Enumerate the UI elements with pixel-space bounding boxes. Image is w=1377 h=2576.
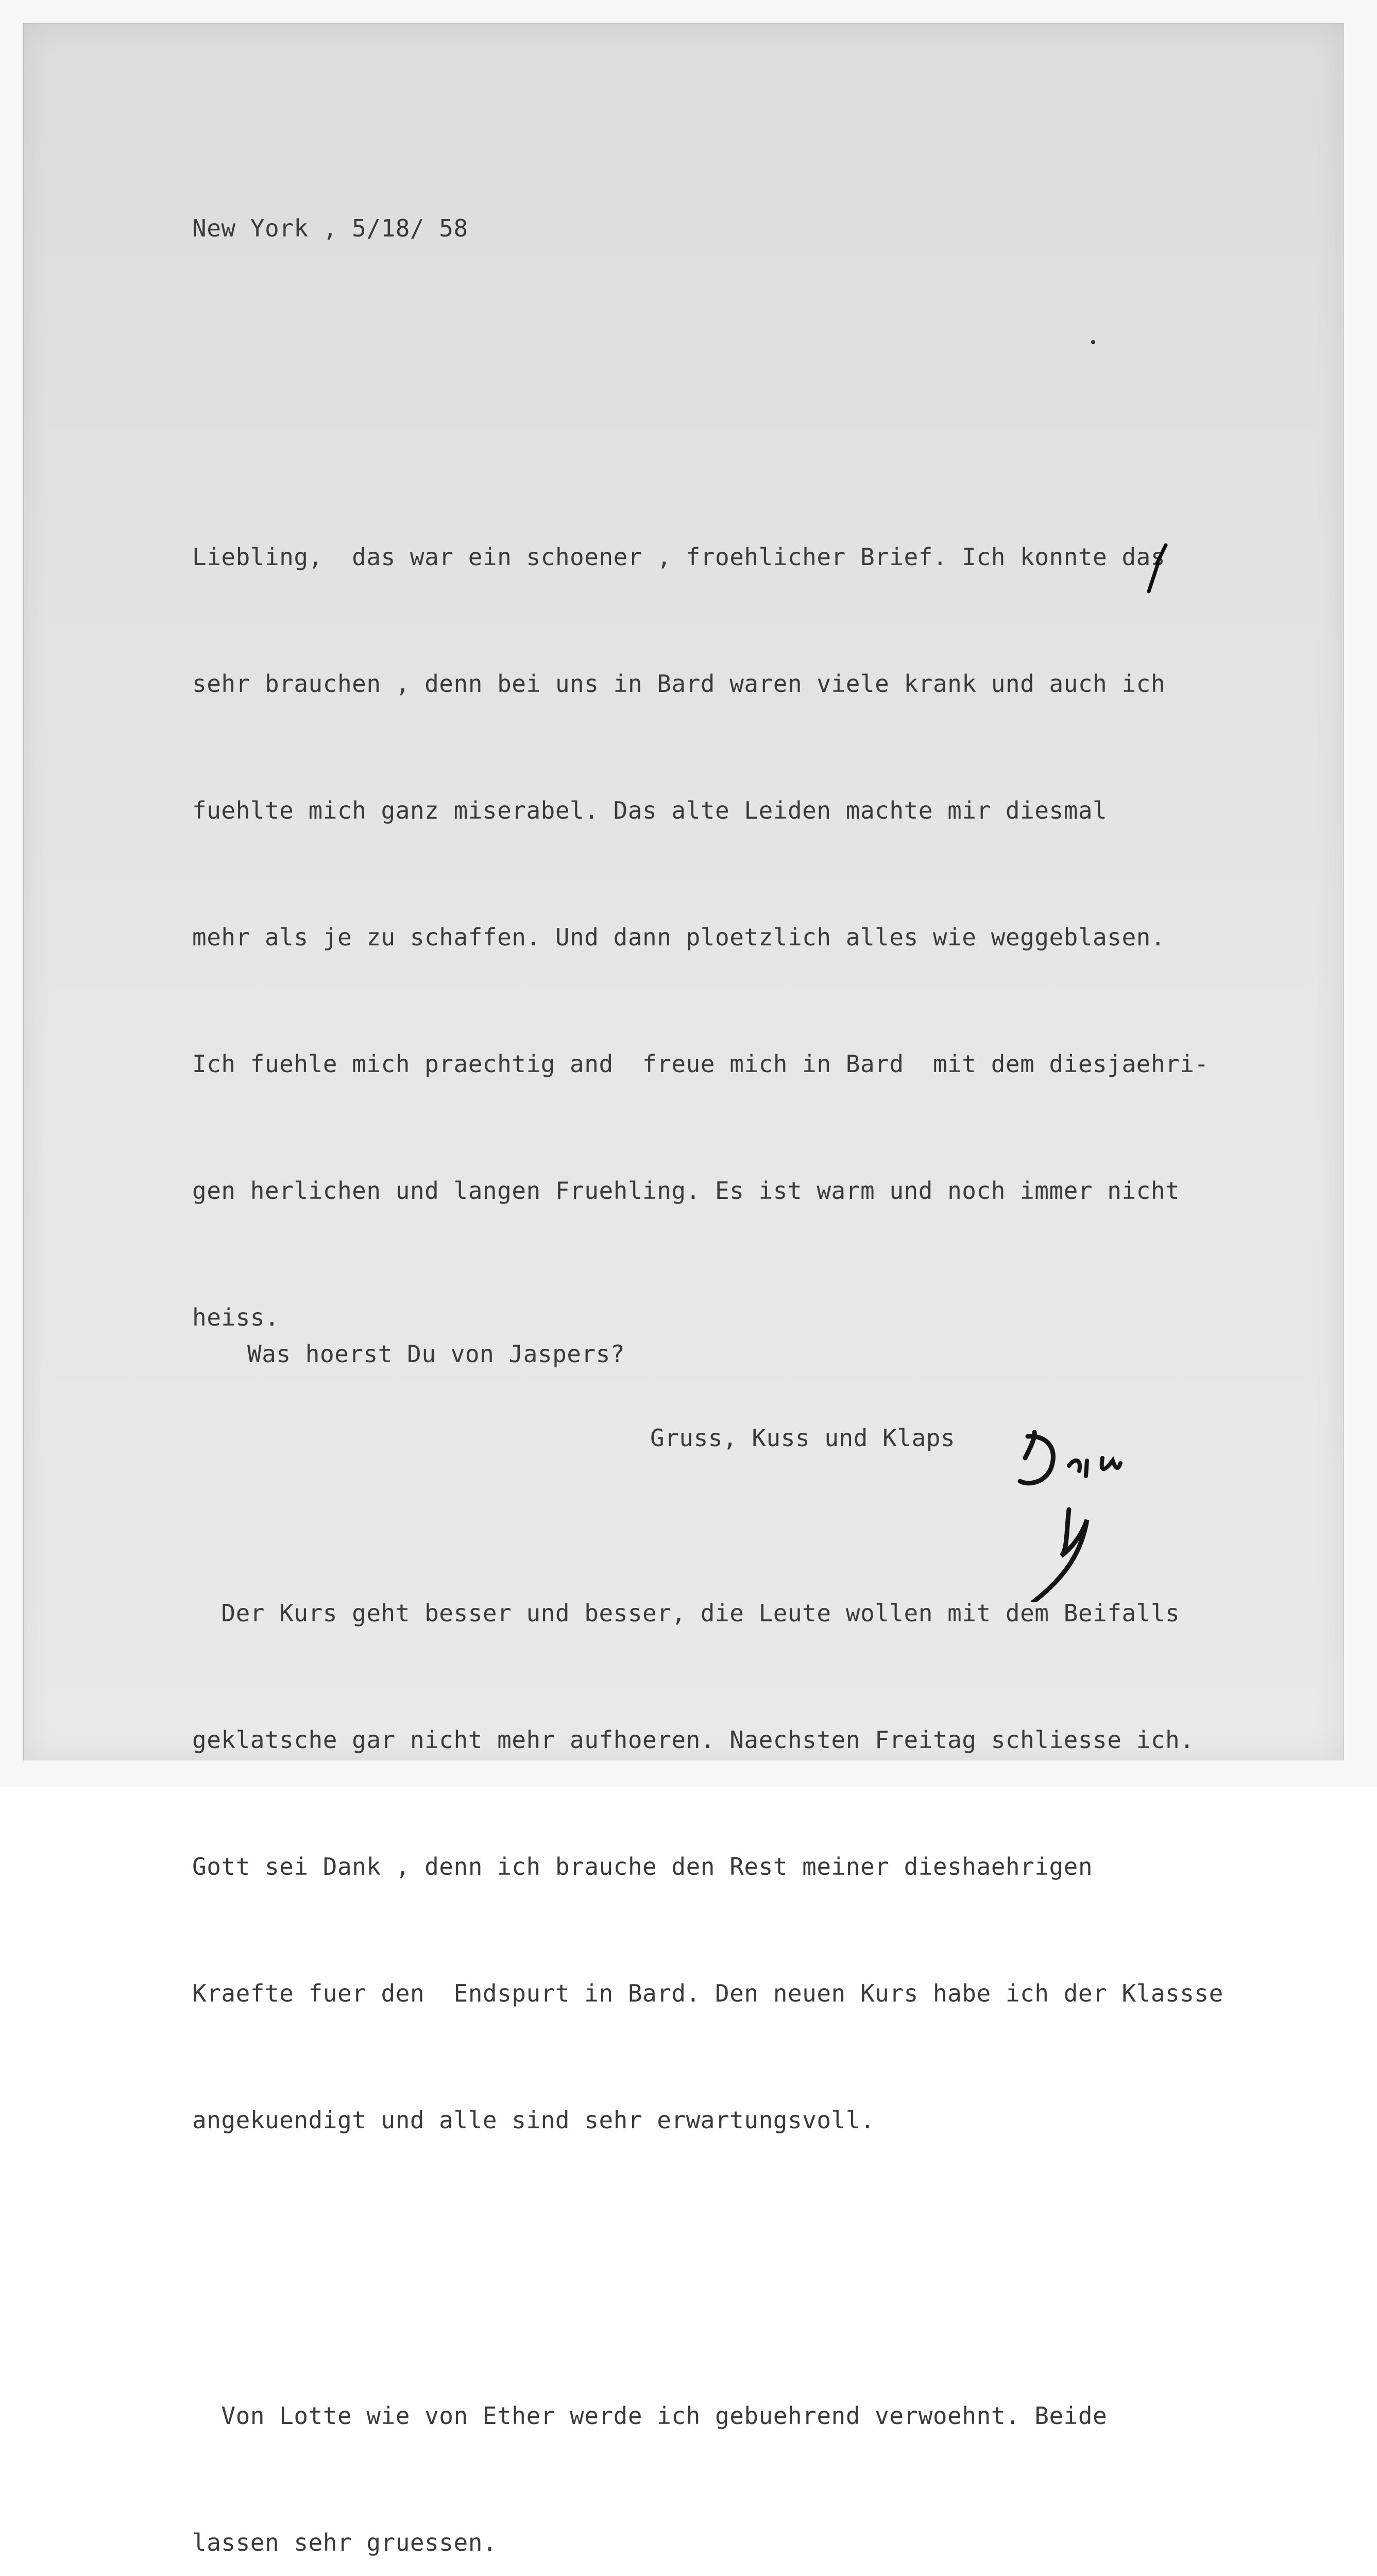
text-line: mehr als je zu schaffen. Und dann ploetzlich alles wie weggeblasen. xyxy=(192,923,1166,951)
dateline: New York , 5/18/ 58 xyxy=(192,214,468,242)
closing-line: Gruss, Kuss und Klaps xyxy=(650,1424,956,1452)
paragraph-3 xyxy=(192,2310,1223,2576)
text-line: Gott sei Dank , denn ich brauche den Rest meiner dieshaehrigen xyxy=(192,1853,1093,1880)
paragraph-2 xyxy=(192,1507,1223,2226)
text-line: Von Lotte wie von Ether werde ich gebuehrend verwoehnt. Beide xyxy=(192,2402,1108,2430)
text-line: Ich fuehle mich praechtig and freue mich in Bard mit dem diesjaehri- xyxy=(192,1050,1209,1078)
ink-dot xyxy=(1091,340,1095,344)
text-line: gen herlichen und langen Fruehling. Es ist warm und noch immer nicht xyxy=(192,1177,1180,1205)
handwritten-correction-mark xyxy=(1143,543,1174,594)
question-line: Was hoerst Du von Jaspers? xyxy=(247,1340,625,1368)
text-line: angekuendigt und alle sind sehr erwartungsvoll. xyxy=(192,2106,875,2134)
text-line: lassen sehr gruessen. xyxy=(192,2529,498,2556)
text-line: heiss. xyxy=(192,1303,280,1331)
paragraph-1 xyxy=(192,451,1223,1423)
text-line: Der Kurs geht besser und besser, die Leute wollen mit dem Beifalls xyxy=(192,1599,1180,1627)
text-line: sehr brauchen , denn bei uns in Bard waren viele krank und auch ich xyxy=(192,670,1166,698)
text-line: Liebling, das war ein schoener , froehlicher Brief. Ich konnte das xyxy=(192,543,1166,571)
text-line: Kraefte fuer den Endspurt in Bard. Den neuen Kurs habe ich der Klassse xyxy=(192,1979,1223,2007)
handwritten-signature xyxy=(1010,1427,1175,1602)
text-line: fuehlte mich ganz miserabel. Das alte Leiden machte mir diesmal xyxy=(192,796,1108,824)
text-line: geklatsche gar nicht mehr aufhoeren. Naechsten Freitag schliesse ich. xyxy=(192,1726,1195,1754)
